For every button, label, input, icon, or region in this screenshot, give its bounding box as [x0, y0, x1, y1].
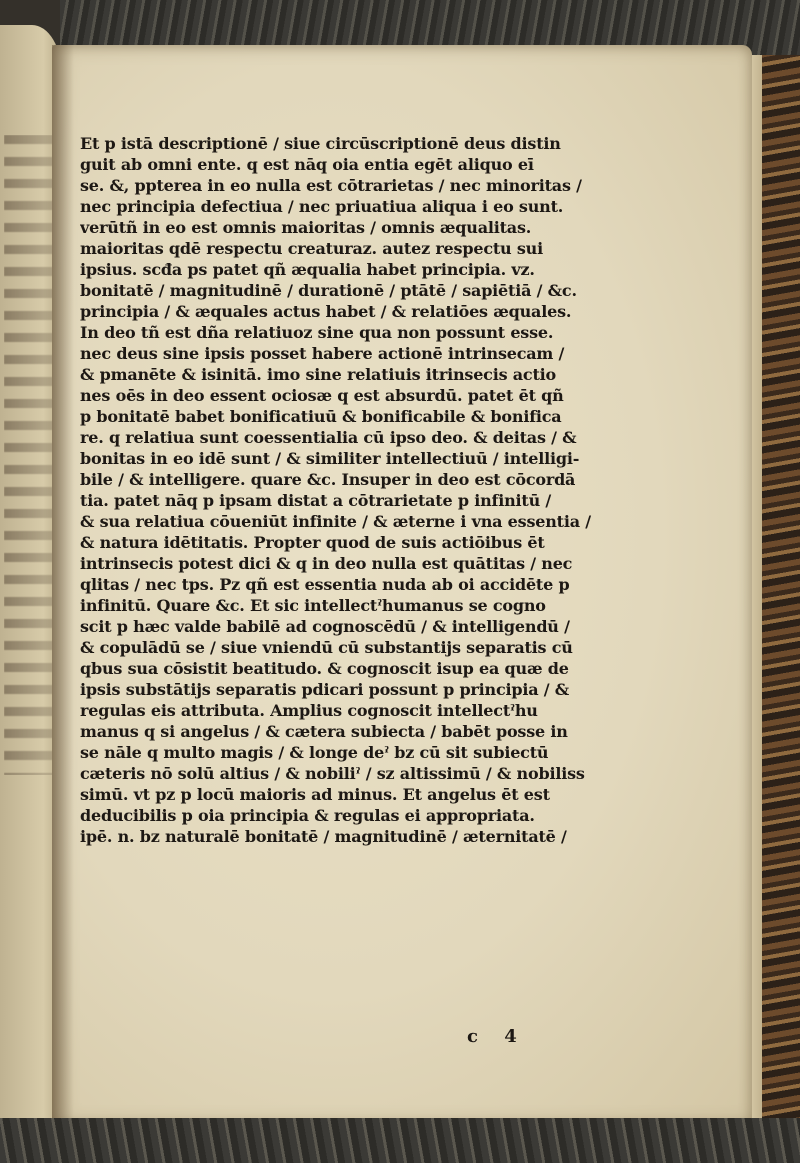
- text-line: se nāle q multo magis / & longe deˀ bz cū sit subiectū: [80, 743, 549, 762]
- text-line: nec deus sine ipsis posset habere actionē intrinsecam /: [80, 344, 565, 363]
- text-line: qlitas / nec tps. Pz qñ est essentia nuda ab oi accidēte p: [80, 575, 570, 594]
- text-line: cæteris nō solū altius / & nobiliˀ / sz altissimū / & nobiliss: [80, 764, 585, 783]
- text-line: intrinsecis potest dici & q in deo nulla est quātitas / nec: [80, 554, 573, 573]
- text-line: qbus sua cōsistit beatitudo. & cognoscit isup ea quæ de: [80, 659, 569, 678]
- text-line: infinitū. Quare &c. Et sic intellectˀhumanus se cogno: [80, 596, 546, 615]
- text-line: nec principia defectiua / nec priuatiua aliqua i eo sunt.: [80, 197, 564, 216]
- text-line: In deo tñ est dña relatiuoz sine qua non possunt esse.: [80, 323, 554, 342]
- text-line: & pmanēte & isinitā. imo sine relatiuis itrinsecis actio: [80, 365, 557, 384]
- text-line: ipsius. scđa ps patet qñ æqualia habet principia. vz.: [80, 260, 535, 279]
- text-line: deducibilis p oia principia & regulas ei appropriata.: [80, 806, 535, 825]
- text-line: tia. patet nāq p ipsam distat a cōtrarietate p infinitū /: [80, 491, 552, 510]
- text-line: bonitas in eo idē sunt / & similiter intellectiuū / intelligi-: [80, 449, 580, 468]
- text-line: verūtñ in eo est omnis maioritas / omnis æqualitas.: [80, 218, 532, 237]
- text-line: ipē. n. bz naturalē bonitatē / magnitudinē / æternitatē /: [80, 827, 567, 846]
- text-line: re. q relatiua sunt coessentialia cū ipso deo. & deitas / &: [80, 428, 577, 447]
- binding-bottom-edge: [0, 1118, 800, 1163]
- signature-mark: c 4: [467, 1026, 527, 1047]
- body-text: [80, 133, 630, 847]
- text-line: se. &, ppterea in eo nulla est cōtrarietas / nec minoritas /: [80, 176, 582, 195]
- text-line: & sua relatiua cōueniūt infinite / & æterne i vna essentia /: [80, 512, 591, 531]
- text-line: simū. vt pz p locū maioris ad minus. Et angelus ēt est: [80, 785, 550, 804]
- text-line: & natura idētitatis. Propter quod de suis actiōibus ēt: [80, 533, 545, 552]
- book-page: [52, 45, 752, 1125]
- text-line: nes oēs in deo essent ociosæ q est absurdū. patet ēt qñ: [80, 386, 564, 405]
- text-line: p bonitatē babet bonificatiuū & bonificabile & bonifica: [80, 407, 562, 426]
- text-line: regulas eis attributa. Amplius cognoscit intellectˀhu: [80, 701, 538, 720]
- text-line: Et p istā descriptionē / siue circūscriptionē deus distin: [80, 134, 561, 153]
- text-line: bile / & intelligere. quare &c. Insuper in deo est cōcordā: [80, 470, 576, 489]
- text-line: manus q si angelus / & cætera subiecta / babēt posse in: [80, 722, 568, 741]
- text-line: scit p hæc valde babilē ad cognoscēdū / & intelligendū /: [80, 617, 570, 636]
- text-line: bonitatē / magnitudinē / durationē / ptātē / sapiētiā / &c.: [80, 281, 577, 300]
- text-line: maioritas qdē respectu creaturaz. autez respectu sui: [80, 239, 543, 258]
- text-line: & copulādū se / siue vniendū cū substantijs separatis cū: [80, 638, 573, 657]
- text-line: guit ab omni ente. q est nāq oia entia egēt aliquo eī: [80, 155, 534, 174]
- text-line: ipsis substātijs separatis pdicari possunt p principia / &: [80, 680, 570, 699]
- text-line: principia / & æquales actus habet / & relatiōes æquales.: [80, 302, 572, 321]
- facing-page-text: [4, 135, 58, 775]
